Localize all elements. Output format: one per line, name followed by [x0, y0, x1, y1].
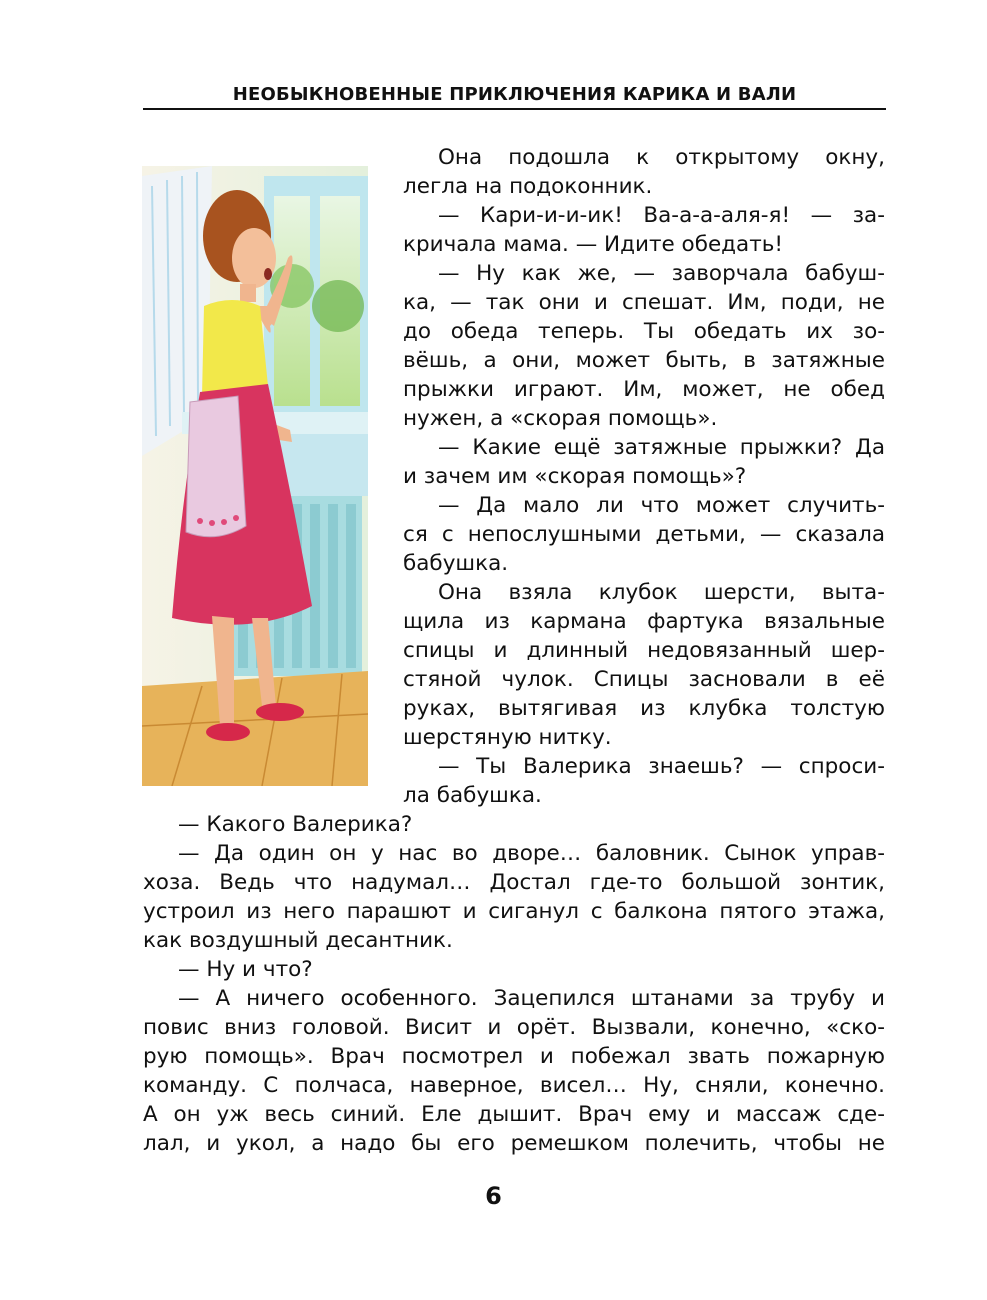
text-line: стяной чулок. Спицы засновали в её — [403, 667, 885, 692]
text-line: — Да один он у нас во дворе… баловник. Сынок управ- — [178, 841, 885, 866]
text-line: устроил из него парашют и сиганул с балкона пятого этажа, — [143, 899, 885, 924]
text-line: лал, и укол, а надо бы его ремешком полечить, чтобы не — [143, 1131, 885, 1156]
text-line: — Кари-и-и-ик! Ва-а-а-аля-я! — за- — [438, 203, 885, 228]
text-line: А он уж весь синий. Еле дышит. Врач ему и массаж сде- — [143, 1102, 885, 1127]
text-line: легла на подоконник. — [403, 174, 653, 199]
text-line: — Какие ещё затяжные прыжки? Да — [438, 435, 885, 460]
header-rule — [143, 108, 886, 110]
text-line: бабушка. — [403, 551, 509, 576]
yellow-top — [202, 300, 268, 396]
text-line: как воздушный десантник. — [143, 928, 453, 953]
text-line: Она взяла клубок шерсти, выта- — [438, 580, 885, 605]
running-head: НЕОБЫКНОВЕННЫЕ ПРИКЛЮЧЕНИЯ КАРИКА И ВАЛИ — [232, 84, 797, 105]
text-line: до обеда теперь. Ты обедать их зо- — [403, 319, 885, 344]
illustration-woman-at-window — [142, 166, 368, 786]
text-line: хоза. Ведь что надумал… Достал где-то большой зонтик, — [143, 870, 885, 895]
text-line: ся с непослушными детьми, — сказала — [403, 522, 885, 547]
text-line: шерстяную нитку. — [403, 725, 612, 750]
text-line: — Да мало ли что может случить- — [438, 493, 885, 518]
text-line: спицы и длинный недовязанный шер- — [403, 638, 885, 663]
text-line: руках, вытягивая из клубка толстую — [403, 696, 885, 721]
text-line: нужен, а «скорая помощь». — [403, 406, 718, 431]
text-line: вёшь, а они, может быть, в затяжные — [403, 348, 885, 373]
text-line: кричала мама. — Идите обедать! — [403, 232, 784, 257]
text-line: ка, — так они и спешат. Им, поди, не — [403, 290, 885, 315]
text-line: — Ты Валерика знаешь? — спроси- — [438, 754, 885, 779]
text-line: повис вниз головой. Висит и орёт. Вызвали, конечно, «ско- — [143, 1015, 885, 1040]
text-line: — А ничего особенного. Зацепился штанами за трубу и — [178, 986, 885, 1011]
slipper-left — [206, 723, 250, 741]
text-line: рую помощь». Врач посмотрел и побежал звать пожарную — [143, 1044, 885, 1069]
text-line: щила из кармана фартука вязальные — [403, 609, 885, 634]
text-line: Она подошла к открытому окну, — [438, 145, 885, 170]
text-line: — Какого Валерика? — [178, 812, 413, 837]
slipper-right — [256, 703, 304, 721]
text-line: — Ну и что? — [178, 957, 313, 982]
page-number: 6 — [485, 1182, 502, 1210]
text-line: ла бабушка. — [403, 783, 542, 808]
text-line: команду. С полчаса, наверное, висел… Ну, сняли, конечно. — [143, 1073, 885, 1098]
text-line: прыжки играют. Им, может, не обед — [403, 377, 885, 402]
text-line: — Ну как же, — заворчала бабуш- — [438, 261, 885, 286]
text-line: и зачем им «скорая помощь»? — [403, 464, 747, 489]
